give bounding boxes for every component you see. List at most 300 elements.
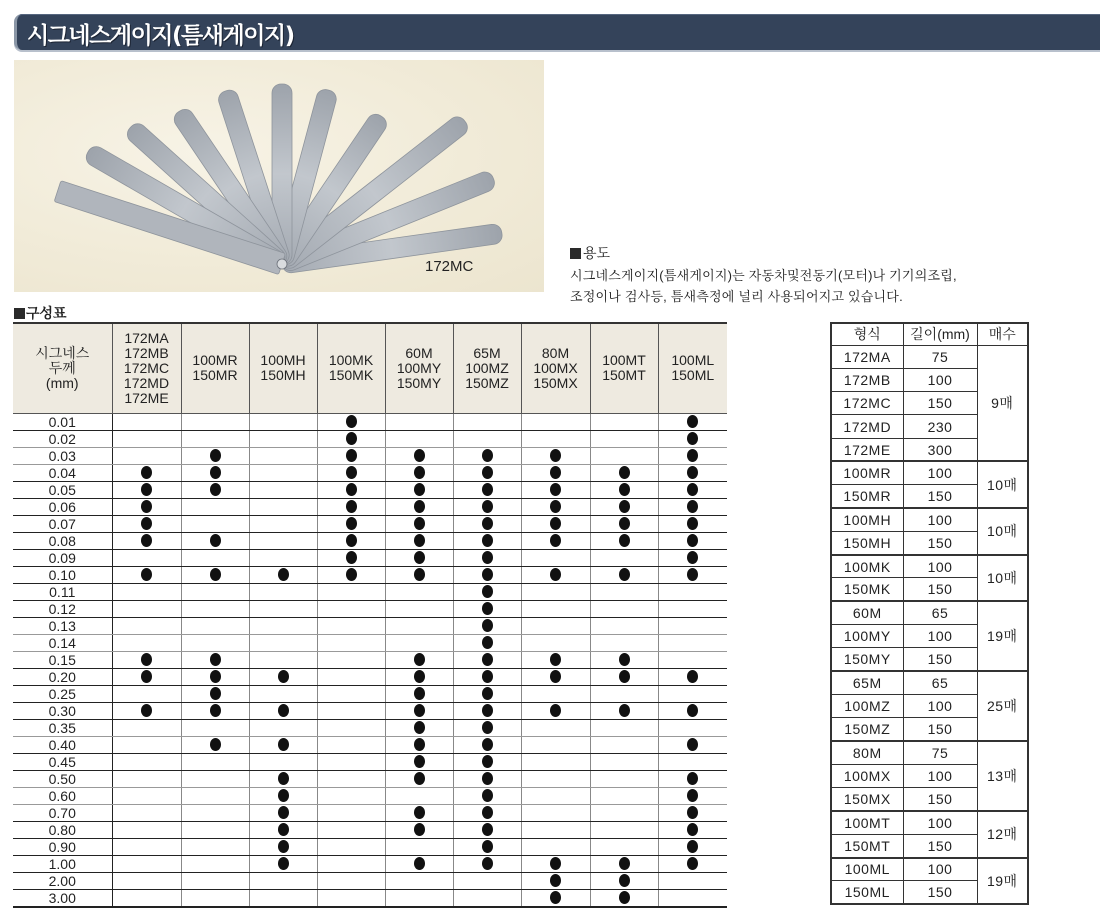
thickness-cell: 0.90 (13, 838, 112, 855)
mark-cell (317, 787, 385, 804)
filled-dot-icon (619, 891, 630, 904)
filled-dot-icon (414, 721, 425, 734)
spec-model: 100MR (831, 461, 903, 484)
composition-heading-label: 구성표 (26, 305, 67, 321)
filled-dot-icon (278, 670, 289, 683)
filled-dot-icon (278, 704, 289, 717)
filled-dot-icon (210, 670, 221, 683)
filled-dot-icon (414, 466, 425, 479)
spec-length: 100 (903, 858, 977, 881)
mark-cell (181, 515, 249, 532)
mark-cell (521, 787, 590, 804)
table-row (13, 498, 727, 515)
mark-cell (249, 566, 317, 583)
filled-dot-icon (619, 857, 630, 870)
model-label: 172MC (123, 359, 170, 376)
model-label: 150MY (396, 374, 442, 391)
mark-cell (317, 702, 385, 719)
filled-dot-icon (414, 653, 425, 666)
mark-cell (590, 787, 658, 804)
mark-cell (453, 617, 521, 634)
spec-length: 100 (903, 625, 977, 648)
table-row (13, 821, 727, 838)
mark-cell (249, 651, 317, 668)
spec-row (831, 858, 1028, 881)
mark-cell (453, 464, 521, 481)
spec-length: 150 (903, 531, 977, 554)
mark-cell (317, 617, 385, 634)
filled-dot-icon (550, 891, 561, 904)
filled-dot-icon (687, 670, 698, 683)
mark-cell (112, 617, 181, 634)
mark-cell (590, 719, 658, 736)
table-row (13, 668, 727, 685)
model-label: 100MT (602, 352, 646, 369)
thickness-cell: 0.07 (13, 515, 112, 532)
mark-cell (181, 634, 249, 651)
mark-cell (658, 549, 727, 566)
mark-cell (385, 464, 453, 481)
mark-cell (112, 736, 181, 753)
filled-dot-icon (619, 500, 630, 513)
mark-cell (521, 821, 590, 838)
mark-cell (590, 532, 658, 549)
mark-cell (658, 702, 727, 719)
mark-cell (112, 889, 181, 907)
thickness-cell: 0.12 (13, 600, 112, 617)
mark-cell (249, 821, 317, 838)
mark-cell (453, 821, 521, 838)
mark-cell (385, 719, 453, 736)
thickness-cell: 0.08 (13, 532, 112, 549)
spec-model: 100MT (831, 811, 903, 834)
filled-dot-icon (687, 806, 698, 819)
mark-cell (249, 498, 317, 515)
filled-dot-icon (482, 585, 493, 598)
table-row (13, 634, 727, 651)
model-label: 60M (405, 344, 433, 361)
mark-cell (521, 685, 590, 702)
mark-cell (249, 804, 317, 821)
mark-cell (453, 736, 521, 753)
mark-cell (453, 719, 521, 736)
filled-dot-icon (482, 483, 493, 496)
table-row (13, 583, 727, 600)
mark-cell (317, 566, 385, 583)
spec-length: 100 (903, 368, 977, 391)
filled-dot-icon (687, 517, 698, 530)
thickness-cell: 0.70 (13, 804, 112, 821)
filled-dot-icon (278, 789, 289, 802)
filled-dot-icon (687, 823, 698, 836)
filled-dot-icon (482, 551, 493, 564)
composition-body (13, 413, 727, 907)
mark-cell (521, 430, 590, 447)
mark-cell (521, 719, 590, 736)
model-column-header (317, 323, 385, 413)
mark-cell (658, 464, 727, 481)
mark-cell (249, 838, 317, 855)
filled-dot-icon (482, 449, 493, 462)
filled-dot-icon (550, 517, 561, 530)
mark-cell (521, 464, 590, 481)
filled-dot-icon (482, 517, 493, 530)
mark-cell (521, 447, 590, 464)
spec-length: 100 (903, 694, 977, 717)
table-row (13, 753, 727, 770)
filled-dot-icon (210, 534, 221, 547)
spec-row (831, 671, 1028, 694)
mark-cell (590, 583, 658, 600)
mark-cell (385, 532, 453, 549)
mark-cell (112, 753, 181, 770)
model-column-header (590, 323, 658, 413)
filled-dot-icon (550, 466, 561, 479)
filled-dot-icon (210, 687, 221, 700)
table-row (13, 855, 727, 872)
mark-cell (385, 855, 453, 872)
mark-cell (658, 583, 727, 600)
mark-cell (317, 889, 385, 907)
spec-row (831, 345, 1028, 368)
photo-caption: 172MC (425, 258, 474, 275)
usage-heading (570, 243, 957, 263)
mark-cell (181, 430, 249, 447)
spec-model: 150MY (831, 648, 903, 671)
mark-cell (521, 770, 590, 787)
mark-cell (590, 481, 658, 498)
mark-cell (181, 532, 249, 549)
filled-dot-icon (619, 704, 630, 717)
mark-cell (453, 430, 521, 447)
mark-cell (453, 549, 521, 566)
mark-cell (590, 600, 658, 617)
model-label: 80M (541, 344, 570, 361)
mark-cell (317, 634, 385, 651)
mark-cell (112, 838, 181, 855)
model-label: 100MR (192, 352, 238, 369)
model-label: 100MZ (465, 359, 509, 376)
filled-dot-icon (482, 840, 493, 853)
mark-cell (249, 702, 317, 719)
spec-model: 172ME (831, 438, 903, 461)
mark-cell (112, 515, 181, 532)
mark-cell (521, 702, 590, 719)
mark-cell (590, 498, 658, 515)
model-label: 100ML (671, 352, 715, 369)
mark-cell (658, 838, 727, 855)
mark-cell (385, 498, 453, 515)
mark-cell (317, 736, 385, 753)
mark-cell (385, 889, 453, 907)
mark-cell (658, 753, 727, 770)
mark-cell (658, 889, 727, 907)
model-label: 172MB (124, 344, 169, 361)
model-label: 150MZ (465, 374, 509, 391)
mark-cell (181, 600, 249, 617)
mark-cell (181, 736, 249, 753)
mark-cell (590, 413, 658, 430)
spec-model: 172MA (831, 345, 903, 368)
mark-cell (590, 430, 658, 447)
mark-cell (181, 753, 249, 770)
spec-length: 150 (903, 788, 977, 811)
spec-length: 150 (903, 718, 977, 741)
mark-cell (317, 464, 385, 481)
thickness-cell: 0.30 (13, 702, 112, 719)
filled-dot-icon (687, 500, 698, 513)
mark-cell (521, 634, 590, 651)
mark-cell (590, 668, 658, 685)
mark-cell (590, 617, 658, 634)
mark-cell (249, 770, 317, 787)
filled-dot-icon (482, 653, 493, 666)
model-label: 100MY (396, 359, 442, 376)
spec-count: 19매 (977, 601, 1028, 671)
filled-dot-icon (210, 738, 221, 751)
spec-row (831, 741, 1028, 764)
mark-cell (658, 872, 727, 889)
mark-cell (317, 600, 385, 617)
mark-cell (249, 413, 317, 430)
filled-dot-icon (482, 466, 493, 479)
filled-dot-icon (414, 704, 425, 717)
mark-cell (453, 855, 521, 872)
model-label: 150MT (602, 367, 646, 384)
mark-cell (317, 770, 385, 787)
filled-dot-icon (346, 534, 357, 547)
spec-length: 150 (903, 648, 977, 671)
filled-dot-icon (414, 687, 425, 700)
filled-dot-icon (687, 857, 698, 870)
spec-model: 172MC (831, 392, 903, 415)
mark-cell (249, 481, 317, 498)
spec-header-row (831, 323, 1028, 345)
mark-cell (181, 787, 249, 804)
mark-cell (590, 566, 658, 583)
mark-cell (249, 855, 317, 872)
mark-cell (658, 532, 727, 549)
table-row (13, 889, 727, 907)
filled-dot-icon (482, 772, 493, 785)
filled-dot-icon (278, 823, 289, 836)
spec-model: 150ML (831, 881, 903, 904)
table-row (13, 736, 727, 753)
mark-cell (521, 855, 590, 872)
spec-length: 150 (903, 485, 977, 508)
mark-cell (249, 583, 317, 600)
mark-cell (112, 634, 181, 651)
mark-cell (181, 685, 249, 702)
mark-cell (249, 634, 317, 651)
spec-model: 172MD (831, 415, 903, 438)
mark-cell (249, 447, 317, 464)
filled-dot-icon (414, 517, 425, 530)
mark-cell (385, 702, 453, 719)
filled-dot-icon (210, 483, 221, 496)
spec-length: 100 (903, 508, 977, 531)
thickness-cell: 3.00 (13, 889, 112, 907)
mark-cell (385, 651, 453, 668)
filled-dot-icon (414, 755, 425, 768)
table-row (13, 872, 727, 889)
spec-count: 25매 (977, 671, 1028, 741)
filled-dot-icon (346, 466, 357, 479)
filled-dot-icon (482, 636, 493, 649)
filled-dot-icon (619, 874, 630, 887)
mark-cell (181, 668, 249, 685)
filled-dot-icon (482, 721, 493, 734)
mark-cell (453, 838, 521, 855)
mark-cell (658, 668, 727, 685)
mark-cell (453, 532, 521, 549)
filled-dot-icon (346, 500, 357, 513)
filled-dot-icon (346, 483, 357, 496)
filled-dot-icon (210, 653, 221, 666)
spec-count: 10매 (977, 508, 1028, 555)
mark-cell (385, 804, 453, 821)
filled-dot-icon (346, 449, 357, 462)
filled-dot-icon (687, 840, 698, 853)
mark-cell (385, 753, 453, 770)
mark-cell (521, 549, 590, 566)
mark-cell (249, 736, 317, 753)
mark-cell (658, 651, 727, 668)
thickness-cell: 0.01 (13, 413, 112, 430)
mark-cell (521, 804, 590, 821)
filled-dot-icon (482, 806, 493, 819)
mark-cell (181, 413, 249, 430)
mark-cell (385, 566, 453, 583)
filled-dot-icon (278, 840, 289, 853)
spec-model: 100MY (831, 625, 903, 648)
filled-dot-icon (550, 874, 561, 887)
model-label: 150MR (192, 367, 238, 384)
mark-cell (317, 515, 385, 532)
mark-cell (453, 702, 521, 719)
mark-cell (658, 447, 727, 464)
mark-cell (658, 855, 727, 872)
spec-model: 150MK (831, 578, 903, 601)
mark-cell (181, 549, 249, 566)
mark-cell (112, 719, 181, 736)
mark-cell (590, 702, 658, 719)
spec-length: 300 (903, 438, 977, 461)
mark-cell (181, 583, 249, 600)
mark-cell (317, 872, 385, 889)
thickness-cell: 2.00 (13, 872, 112, 889)
mark-cell (453, 787, 521, 804)
mark-cell (385, 447, 453, 464)
mark-cell (453, 583, 521, 600)
filled-dot-icon (550, 704, 561, 717)
mark-cell (181, 566, 249, 583)
model-label: 172MD (123, 374, 170, 391)
thickness-cell: 0.25 (13, 685, 112, 702)
mark-cell (385, 515, 453, 532)
model-label: 100MX (533, 359, 578, 376)
thickness-cell: 0.02 (13, 430, 112, 447)
mark-cell (590, 821, 658, 838)
filled-dot-icon (619, 653, 630, 666)
filled-dot-icon (482, 670, 493, 683)
filled-dot-icon (210, 704, 221, 717)
mark-cell (112, 600, 181, 617)
spec-model: 100MK (831, 555, 903, 578)
spec-row (831, 601, 1028, 624)
model-column-header (249, 323, 317, 413)
filled-dot-icon (414, 772, 425, 785)
thickness-cell: 0.06 (13, 498, 112, 515)
filled-dot-icon (482, 789, 493, 802)
mark-cell (590, 651, 658, 668)
thickness-cell: 0.35 (13, 719, 112, 736)
filled-dot-icon (414, 551, 425, 564)
spec-count: 12매 (977, 811, 1028, 858)
thickness-cell: 0.20 (13, 668, 112, 685)
mark-cell (521, 651, 590, 668)
mark-cell (249, 549, 317, 566)
mark-cell (521, 515, 590, 532)
mark-cell (317, 583, 385, 600)
model-label: 100MH (260, 352, 306, 369)
mark-cell (317, 855, 385, 872)
table-row (13, 702, 727, 719)
filled-dot-icon (619, 517, 630, 530)
filled-dot-icon (687, 568, 698, 581)
mark-cell (317, 532, 385, 549)
mark-cell (453, 668, 521, 685)
mark-cell (453, 447, 521, 464)
filled-dot-icon (141, 483, 152, 496)
table-row (13, 413, 727, 430)
mark-cell (181, 617, 249, 634)
filled-dot-icon (414, 670, 425, 683)
spec-length: 100 (903, 811, 977, 834)
thickness-cell: 0.03 (13, 447, 112, 464)
mark-cell (590, 872, 658, 889)
filled-dot-icon (687, 415, 698, 428)
spec-length: 75 (903, 345, 977, 368)
table-row (13, 481, 727, 498)
thickness-cell: 0.40 (13, 736, 112, 753)
thickness-cell: 0.50 (13, 770, 112, 787)
mark-cell (453, 651, 521, 668)
thickness-cell: 0.09 (13, 549, 112, 566)
thickness-cell: 0.45 (13, 753, 112, 770)
mark-cell (453, 498, 521, 515)
mark-cell (658, 515, 727, 532)
usage-line: 시그네스게이지(틈새게이지)는 자동차및전동기(모터)나 기기의조립, (570, 268, 957, 283)
filled-dot-icon (210, 449, 221, 462)
filled-dot-icon (278, 568, 289, 581)
filled-dot-icon (619, 534, 630, 547)
usage-heading-label: 용도 (583, 245, 611, 261)
filled-dot-icon (482, 738, 493, 751)
mark-cell (181, 464, 249, 481)
mark-cell (453, 889, 521, 907)
filled-dot-icon (141, 500, 152, 513)
spec-model: 150MX (831, 788, 903, 811)
filled-dot-icon (141, 534, 152, 547)
mark-cell (317, 430, 385, 447)
mark-cell (112, 481, 181, 498)
spec-count: 13매 (977, 741, 1028, 811)
mark-cell (249, 515, 317, 532)
mark-cell (112, 413, 181, 430)
filled-dot-icon (346, 568, 357, 581)
mark-cell (453, 634, 521, 651)
